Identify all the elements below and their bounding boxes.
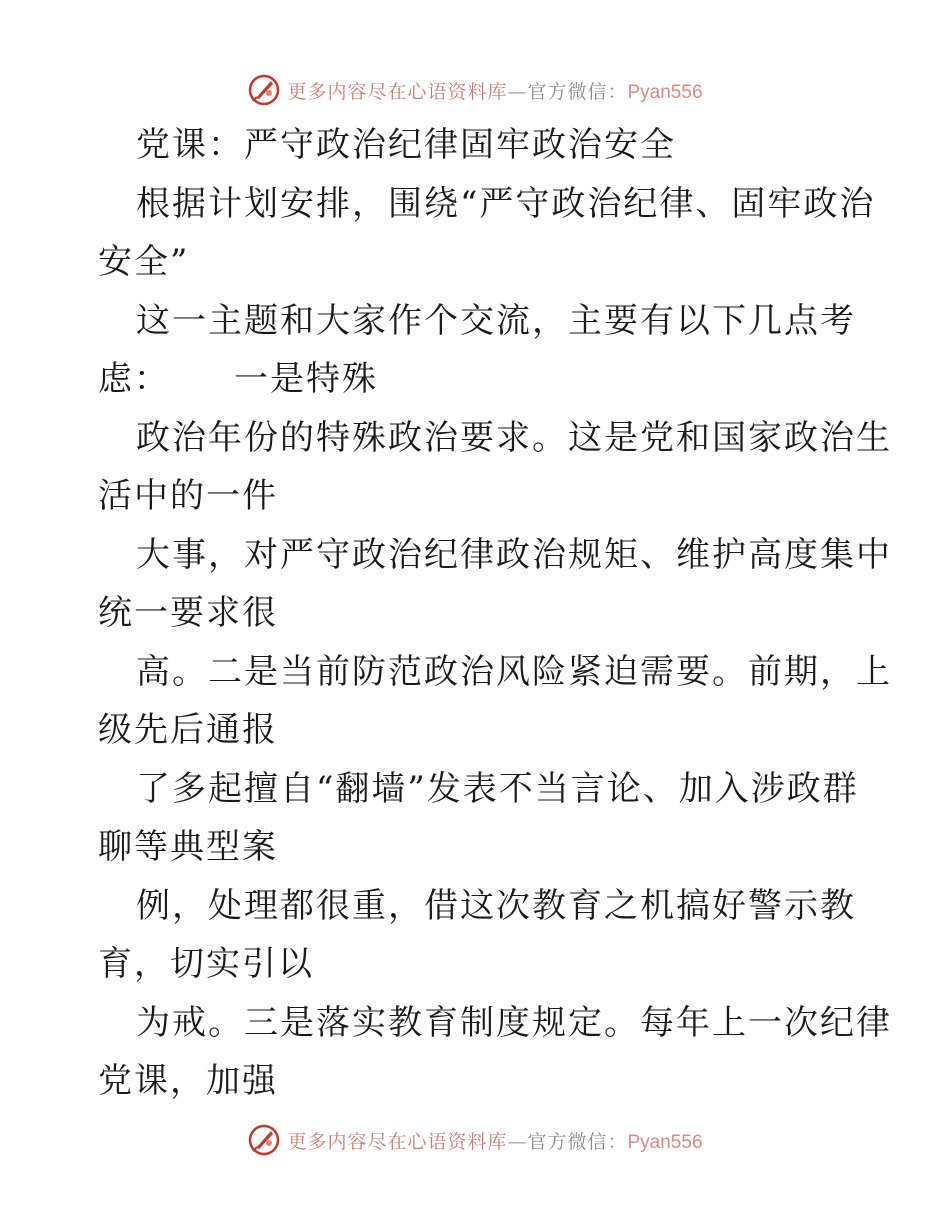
wechat-label: 官方微信：	[527, 1130, 628, 1153]
text-line: 根据计划安排，围绕“严守政治纪律、固牢政治	[136, 183, 876, 224]
text-line: 级先后通报	[98, 710, 278, 750]
text-line: 虑： 一是特殊	[98, 359, 379, 399]
text-line: 育，切实引以	[98, 944, 314, 984]
text-line: 高。二是当前防范政治风险紧迫需要。前期，上	[136, 651, 892, 692]
text-line: 活中的一件	[98, 476, 278, 516]
document-body	[98, 116, 892, 1111]
text-line: 了多起擅自“翻墙”发表不当言论、加入涉政群	[136, 768, 859, 809]
quill-logo-icon	[247, 73, 281, 107]
banner-dash: —	[507, 1130, 528, 1153]
text-line: 大事，对严守政治纪律政治规矩、维护高度集中	[136, 534, 892, 575]
text-line: 例，处理都很重，借这次教育之机搞好警示教	[136, 885, 856, 926]
text-line: 这一主题和大家作个交流，主要有以下几点考	[136, 300, 856, 341]
text-line: 聊等典型案	[98, 827, 278, 867]
text-line: 政治年份的特殊政治要求。这是党和国家政治生	[136, 417, 892, 458]
text-line: 为戒。三是落实教育制度规定。每年上一次纪律	[136, 1002, 892, 1043]
wechat-id: Pyan556	[627, 81, 703, 103]
wechat-label: 官方微信：	[527, 80, 628, 103]
text-line: 党课，加强	[98, 1061, 278, 1101]
header-watermark	[0, 70, 950, 110]
quill-logo-icon	[247, 1123, 281, 1157]
text-line: 统一要求很	[98, 593, 278, 633]
footer-watermark	[0, 1120, 950, 1160]
banner-dash: —	[507, 80, 528, 103]
wechat-id: Pyan556	[627, 1131, 703, 1153]
brand-text: 更多内容尽在心语资料库	[287, 80, 508, 103]
brand-text: 更多内容尽在心语资料库	[287, 1130, 508, 1153]
document-title: 党课：严守政治纪律固牢政治安全	[136, 125, 676, 165]
text-line: 安全”	[98, 242, 190, 282]
